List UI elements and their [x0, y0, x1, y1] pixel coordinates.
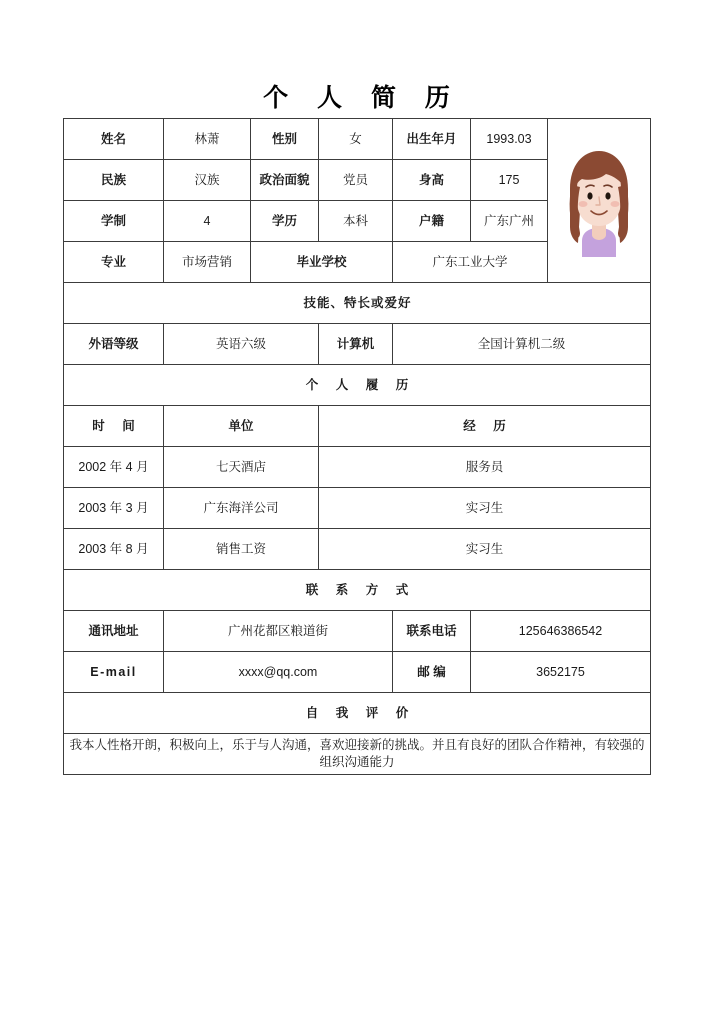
table-row-experience-heading [64, 365, 651, 406]
section-heading-skills: 技能、特长或爱好 [64, 283, 651, 324]
value-name: 林萧 [164, 119, 251, 160]
table-row-evaluation-body [64, 734, 651, 775]
table-row-experience-headers [64, 406, 651, 447]
value-birthdate: 1993.03 [471, 119, 548, 160]
section-heading-contact: 联 系 方 式 [64, 570, 651, 611]
experience-time: 2003 年 8 月 [64, 529, 164, 570]
value-computer: 全国计算机二级 [393, 324, 651, 365]
section-heading-experience: 个 人 履 历 [64, 365, 651, 406]
value-foreign-language: 英语六级 [164, 324, 319, 365]
experience-role: 实习生 [319, 529, 651, 570]
label-ethnicity: 民族 [64, 160, 164, 201]
value-graduation-school: 广东工业大学 [393, 242, 548, 283]
value-postcode: 3652175 [471, 652, 651, 693]
label-school-system: 学制 [64, 201, 164, 242]
label-computer: 计算机 [319, 324, 393, 365]
value-height: 175 [471, 160, 548, 201]
experience-unit: 七天酒店 [164, 447, 319, 488]
value-political-status: 党员 [319, 160, 393, 201]
experience-time: 2003 年 3 月 [64, 488, 164, 529]
resume-table [63, 118, 651, 775]
column-header-unit: 单位 [164, 406, 319, 447]
avatar-illustration [556, 145, 642, 257]
value-address: 广州花都区粮道街 [164, 611, 393, 652]
value-gender: 女 [319, 119, 393, 160]
photo-cell [548, 119, 651, 283]
experience-unit: 广东海洋公司 [164, 488, 319, 529]
table-row [64, 488, 651, 529]
label-name: 姓名 [64, 119, 164, 160]
label-political-status: 政治面貌 [251, 160, 319, 201]
value-email: xxxx@qq.com [164, 652, 393, 693]
experience-time: 2002 年 4 月 [64, 447, 164, 488]
column-header-time: 时 间 [64, 406, 164, 447]
label-postcode: 邮 编 [393, 652, 471, 693]
label-foreign-language: 外语等级 [64, 324, 164, 365]
table-row-skills [64, 324, 651, 365]
table-row-name [64, 119, 651, 160]
label-phone: 联系电话 [393, 611, 471, 652]
table-row-contact-heading [64, 570, 651, 611]
label-address: 通讯地址 [64, 611, 164, 652]
experience-unit: 销售工资 [164, 529, 319, 570]
table-row-skills-heading [64, 283, 651, 324]
value-household-registration: 广东广州 [471, 201, 548, 242]
label-graduation-school: 毕业学校 [251, 242, 393, 283]
column-header-experience: 经 历 [319, 406, 651, 447]
label-height: 身高 [393, 160, 471, 201]
table-row [64, 529, 651, 570]
table-row-address [64, 611, 651, 652]
page-title: 个 人 简 历 [263, 84, 461, 112]
table-row-email [64, 652, 651, 693]
label-household-registration: 户籍 [393, 201, 471, 242]
table-row-evaluation-heading [64, 693, 651, 734]
value-major: 市场营销 [164, 242, 251, 283]
table-row [64, 447, 651, 488]
section-heading-evaluation: 自 我 评 价 [64, 693, 651, 734]
label-major: 专业 [64, 242, 164, 283]
label-birthdate: 出生年月 [393, 119, 471, 160]
value-education: 本科 [319, 201, 393, 242]
value-ethnicity: 汉族 [164, 160, 251, 201]
experience-role: 实习生 [319, 488, 651, 529]
value-phone: 125646386542 [471, 611, 651, 652]
label-education: 学历 [251, 201, 319, 242]
label-gender: 性别 [251, 119, 319, 160]
value-school-system: 4 [164, 201, 251, 242]
avatar [552, 119, 646, 282]
experience-role: 服务员 [319, 447, 651, 488]
evaluation-text: 我本人性格开朗，积极向上，乐于与人沟通，喜欢迎接新的挑战。并且有良好的团队合作精神，有较强的组织沟通能力 [64, 734, 651, 775]
label-email: E-mail [64, 652, 164, 693]
